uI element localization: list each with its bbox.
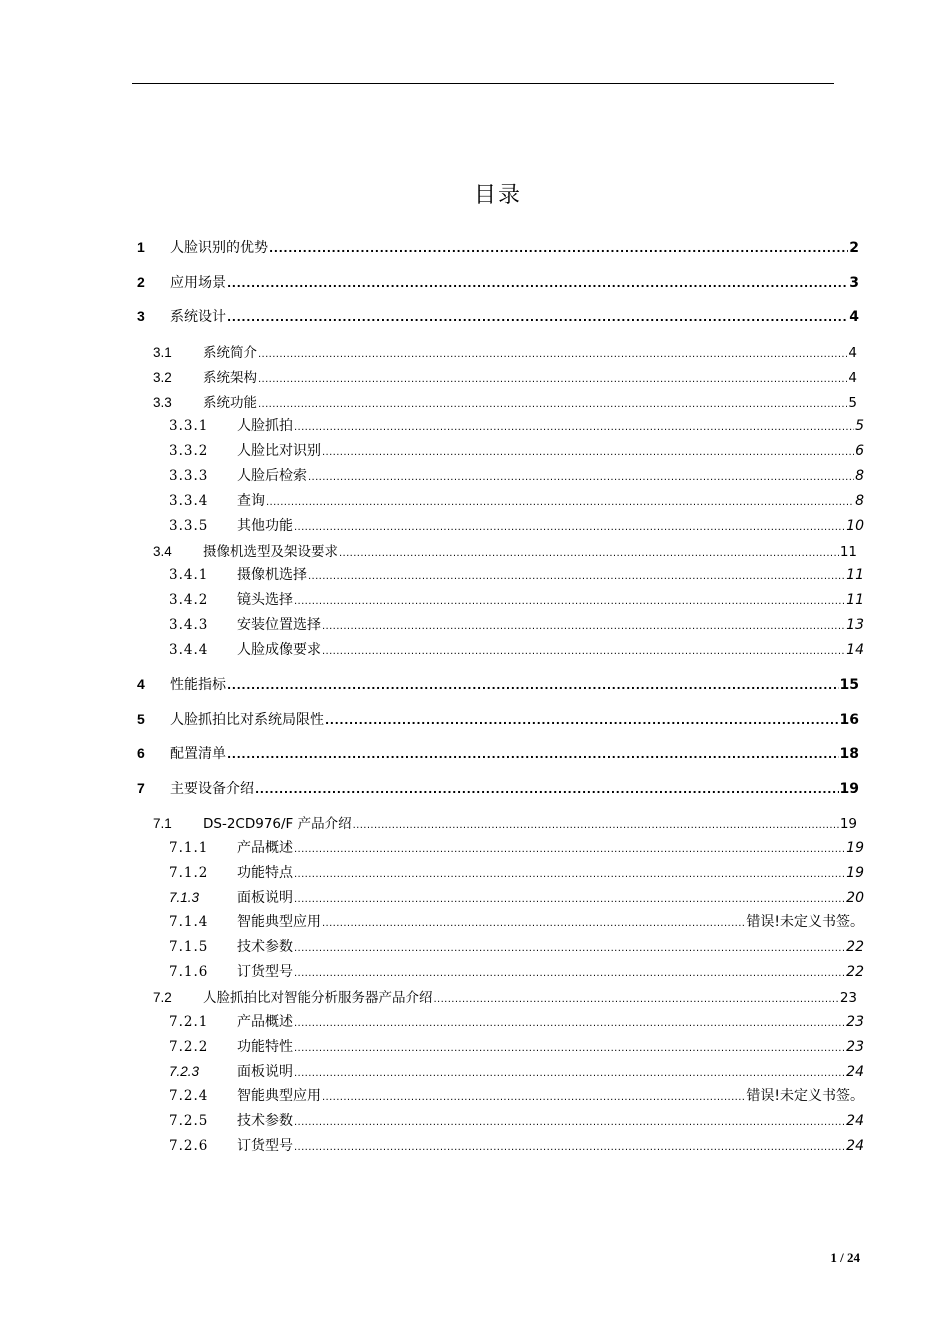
toc-entry-page: 8	[855, 468, 864, 484]
toc-entry-page: 10	[846, 518, 864, 534]
toc-entry[interactable]	[169, 961, 864, 981]
toc-entry-title: 人脸抓拍	[237, 418, 293, 434]
toc-dot-leader	[353, 816, 839, 832]
toc-dot-leader	[255, 781, 839, 797]
toc-entry-page: 11	[846, 592, 864, 608]
toc-entry-title: 面板说明	[237, 1064, 293, 1080]
toc-entry[interactable]	[137, 272, 859, 292]
toc-entry-page: 4	[848, 345, 857, 361]
toc-dot-leader	[322, 443, 854, 459]
toc-dot-leader	[339, 544, 839, 560]
toc-entry[interactable]	[169, 1036, 864, 1056]
toc-entry-title: 面板说明	[237, 890, 293, 906]
toc-entry-page: 23	[846, 1014, 864, 1030]
toc-entry[interactable]	[137, 237, 859, 257]
toc-entry-page: 11	[846, 567, 864, 583]
toc-entry-number: 3.3.1	[169, 418, 209, 434]
toc-entry-number: 7.2.6	[169, 1138, 209, 1154]
toc-entry-title: 性能指标	[170, 677, 226, 693]
total-pages: 24	[847, 1250, 860, 1265]
toc-entry-title: 摄像机选择	[237, 567, 307, 583]
toc-entry-title: 系统简介	[203, 345, 257, 361]
toc-entry-page: 5	[848, 395, 857, 411]
toc-dot-leader	[258, 345, 847, 361]
toc-entry-page: 13	[846, 617, 864, 633]
toc-dot-leader	[322, 642, 845, 658]
toc-entry[interactable]	[169, 1135, 864, 1155]
toc-entry-title: 系统设计	[170, 309, 226, 325]
toc-dot-leader	[308, 567, 845, 583]
toc-dot-leader	[322, 617, 845, 633]
toc-dot-leader	[227, 677, 839, 693]
toc-entry[interactable]	[169, 465, 864, 485]
toc-entry-page: 22	[846, 964, 864, 980]
toc-entry-title: 人脸识别的优势	[170, 240, 268, 256]
toc-dot-leader	[434, 990, 839, 1006]
toc-entry[interactable]	[169, 1110, 864, 1130]
toc-entry[interactable]	[169, 936, 864, 956]
toc-entry[interactable]	[153, 366, 857, 386]
current-page: 1	[830, 1250, 837, 1265]
toc-entry-title: 摄像机选型及架设要求	[203, 544, 338, 560]
toc-entry-page: 14	[846, 642, 864, 658]
toc-entry-number: 3.4	[153, 544, 172, 559]
toc-entry-number: 7.1.5	[169, 939, 209, 955]
toc-entry-page: 18	[839, 746, 859, 762]
toc-entry-page: 19	[839, 816, 857, 832]
toc-entry[interactable]	[153, 540, 857, 560]
toc-dot-leader	[322, 1088, 745, 1104]
toc-entry-number: 7.2.1	[169, 1014, 209, 1030]
toc-entry-number: 3.3	[153, 395, 172, 410]
toc-dot-leader	[258, 395, 847, 411]
toc-entry[interactable]	[137, 674, 859, 694]
toc-dot-leader	[266, 493, 854, 509]
toc-entry-number: 3.4.3	[169, 617, 209, 633]
toc-entry-title: 技术参数	[237, 939, 293, 955]
toc-entry-number: 7.1.1	[169, 840, 209, 856]
toc-entry-number: 2	[137, 274, 145, 290]
toc-entry-title: 镜头选择	[237, 592, 293, 608]
toc-entry[interactable]	[169, 1085, 864, 1105]
toc-entry[interactable]	[137, 709, 859, 729]
toc-entry-page: 错误!未定义书签。	[746, 1088, 864, 1104]
toc-entry[interactable]	[169, 1011, 864, 1031]
toc-entry[interactable]	[153, 986, 857, 1006]
toc-entry-number: 7.1	[153, 816, 172, 831]
toc-entry-number: 1	[137, 239, 145, 255]
toc-entry-page: 8	[855, 493, 864, 509]
toc-dot-leader	[294, 1064, 845, 1080]
toc-dot-leader	[308, 468, 854, 484]
toc-entry[interactable]	[169, 837, 864, 857]
toc-entry[interactable]	[137, 778, 859, 798]
toc-entry-title: 功能特性	[237, 1039, 293, 1055]
toc-dot-leader	[294, 1014, 845, 1030]
toc-entry-title: 配置清单	[170, 746, 226, 762]
toc-entry-number: 3.2	[153, 370, 172, 385]
toc-entry-title: 人脸后检索	[237, 468, 307, 484]
toc-entry[interactable]	[169, 415, 864, 435]
toc-entry[interactable]	[169, 564, 864, 584]
page-number	[830, 1250, 860, 1266]
toc-entry-number: 4	[137, 676, 145, 692]
toc-entry-number: 3.1	[153, 345, 172, 360]
toc-dot-leader	[322, 914, 745, 930]
toc-entry[interactable]	[169, 490, 864, 510]
toc-dot-leader	[227, 309, 848, 325]
toc-entry-number: 3.3.4	[169, 493, 209, 509]
toc-entry-number: 3.3.2	[169, 443, 209, 459]
toc-dot-leader	[269, 240, 848, 256]
toc-entry-title: 系统架构	[203, 370, 257, 386]
toc-dot-leader	[227, 746, 839, 762]
toc-entry-title: 技术参数	[237, 1113, 293, 1129]
toc-entry-page: 24	[846, 1064, 864, 1080]
toc-entry-title: 应用场景	[170, 275, 226, 291]
toc-entry-page: 24	[846, 1113, 864, 1129]
toc-entry-number: 3.4.1	[169, 567, 209, 583]
toc-entry-title: 智能典型应用	[237, 914, 321, 930]
toc-dot-leader	[294, 418, 854, 434]
toc-entry-title: 主要设备介绍	[170, 781, 254, 797]
toc-entry-page: 15	[839, 677, 859, 693]
toc-entry-page: 23	[846, 1039, 864, 1055]
toc-entry-page: 19	[846, 840, 864, 856]
toc-entry-title: 产品概述	[237, 840, 293, 856]
page-separator: /	[840, 1250, 844, 1265]
toc-entry-title: 产品概述	[237, 1014, 293, 1030]
toc-entry[interactable]	[169, 639, 864, 659]
toc-entry[interactable]	[137, 743, 859, 763]
toc-dot-leader	[227, 275, 848, 291]
toc-entry-title: 订货型号	[237, 1138, 293, 1154]
toc-entry[interactable]	[137, 306, 859, 326]
toc-entry[interactable]	[169, 589, 864, 609]
toc-entry-page: 2	[849, 240, 859, 256]
toc-dot-leader	[294, 1138, 845, 1154]
toc-entry-title: 订货型号	[237, 964, 293, 980]
toc-entry-title: 查询	[237, 493, 265, 509]
toc-entry-page: 16	[839, 712, 859, 728]
toc-entry-page: 22	[846, 939, 864, 955]
toc-entry-title: 人脸抓拍比对系统局限性	[170, 712, 324, 728]
toc-entry[interactable]	[153, 391, 857, 411]
toc-entry-page: 20	[846, 890, 864, 906]
toc-entry-number: 3.3.3	[169, 468, 209, 484]
toc-dot-leader	[258, 370, 847, 386]
toc-entry-number: 7.2	[153, 990, 172, 1005]
toc-entry-page: 5	[855, 418, 864, 434]
toc-entry-title: DS-2CD976/F 产品介绍	[203, 816, 352, 832]
toc-entry-title: 人脸比对识别	[237, 443, 321, 459]
toc-entry[interactable]	[169, 614, 864, 634]
toc-dot-leader	[294, 592, 845, 608]
toc-entry[interactable]	[153, 341, 857, 361]
page-title: 目录	[473, 183, 522, 208]
toc-entry-page: 19	[839, 781, 859, 797]
toc-entry-page: 23	[839, 990, 857, 1006]
toc-entry-title: 人脸抓拍比对智能分析服务器产品介绍	[203, 990, 433, 1006]
toc-entry[interactable]	[169, 1061, 864, 1081]
toc-dot-leader	[294, 865, 845, 881]
toc-dot-leader	[294, 964, 845, 980]
toc-entry-title: 功能特点	[237, 865, 293, 881]
toc-entry-title: 智能典型应用	[237, 1088, 321, 1104]
toc-dot-leader	[294, 840, 845, 856]
toc-entry-title: 安装位置选择	[237, 617, 321, 633]
toc-entry-number: 7.2.3	[169, 1064, 200, 1079]
toc-entry[interactable]	[169, 862, 864, 882]
toc-entry-page: 24	[846, 1138, 864, 1154]
toc-dot-leader	[325, 712, 839, 728]
toc-entry[interactable]	[169, 887, 864, 907]
toc-entry-page: 6	[855, 443, 864, 459]
toc-entry-number: 3.4.4	[169, 642, 209, 658]
toc-entry-number: 7.2.2	[169, 1039, 209, 1055]
toc-entry-number: 7.2.5	[169, 1113, 209, 1129]
toc-entry-title: 系统功能	[203, 395, 257, 411]
toc-entry-title: 人脸成像要求	[237, 642, 321, 658]
toc-entry-page: 错误!未定义书签。	[746, 914, 864, 930]
toc-entry-number: 7	[137, 780, 145, 796]
toc-entry-number: 6	[137, 745, 145, 761]
toc-entry-number: 7.1.4	[169, 914, 209, 930]
toc-entry-number: 7.1.6	[169, 964, 209, 980]
toc-entry-number: 7.2.4	[169, 1088, 209, 1104]
toc-entry[interactable]	[169, 911, 864, 931]
toc-dot-leader	[294, 518, 845, 534]
toc-entry-number: 3	[137, 308, 145, 324]
toc-dot-leader	[294, 890, 845, 906]
toc-entry-page: 19	[846, 865, 864, 881]
toc-entry-page: 3	[849, 275, 859, 291]
toc-entry-number: 5	[137, 711, 145, 727]
toc-entry[interactable]	[169, 440, 864, 460]
toc-entry-number: 3.4.2	[169, 592, 209, 608]
toc-entry-number: 7.1.3	[169, 890, 200, 905]
toc-entry[interactable]	[153, 812, 857, 832]
toc-entry-page: 4	[849, 309, 859, 325]
toc-dot-leader	[294, 939, 845, 955]
toc-entry[interactable]	[169, 515, 864, 535]
toc-entry-title: 其他功能	[237, 518, 293, 534]
toc-entry-page: 4	[848, 370, 857, 386]
toc-entry-number: 3.3.5	[169, 518, 209, 534]
toc-entry-page: 11	[839, 544, 857, 560]
toc-dot-leader	[294, 1039, 845, 1055]
toc-entry-number: 7.1.2	[169, 865, 209, 881]
toc-dot-leader	[294, 1113, 845, 1129]
